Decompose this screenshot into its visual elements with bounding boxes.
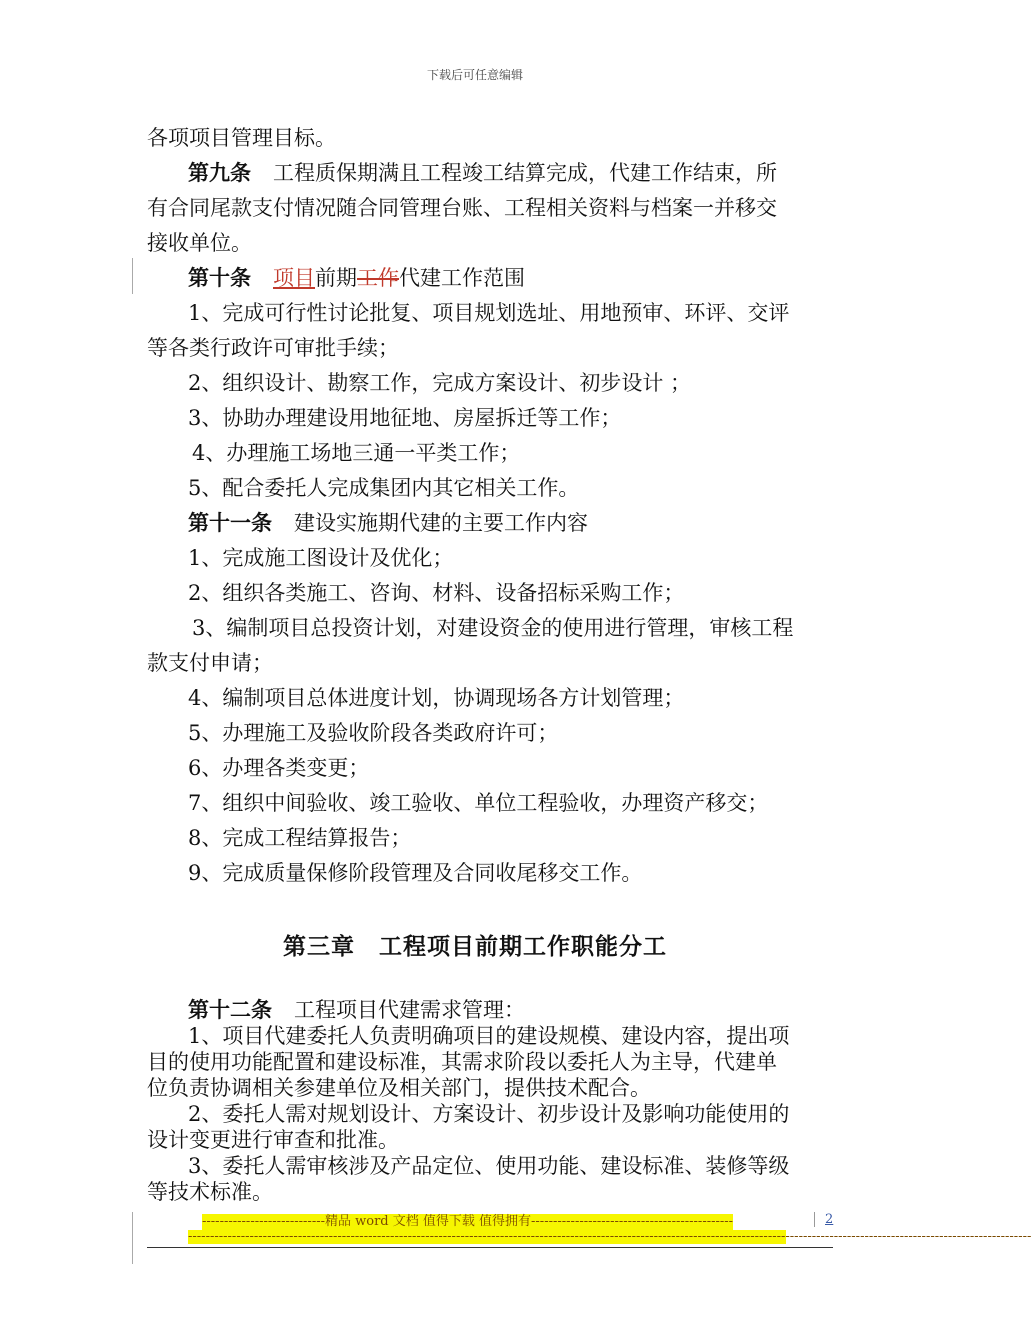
article-text: 代建工作范围 bbox=[399, 266, 525, 290]
margin-bar bbox=[132, 1212, 133, 1264]
list-item: 1、完成可行性讨论批复、项目规划选址、用地预审、环评、交评 bbox=[188, 301, 790, 325]
list-item: 8、完成工程结算报告； bbox=[188, 826, 412, 850]
text-line: 等技术标准。 bbox=[147, 1180, 273, 1204]
article-label: 第十二条 bbox=[188, 997, 272, 1022]
text-line: 各项项目管理目标。 bbox=[147, 126, 336, 150]
article-label: 第十一条 bbox=[188, 510, 272, 535]
footer-rule bbox=[147, 1247, 833, 1248]
text-line: 目的使用功能配置和建设标准，其需求阶段以委托人为主导，代建单 bbox=[147, 1050, 777, 1074]
list-item: 2、组织设计、勘察工作，完成方案设计、初步设计 ； bbox=[188, 371, 692, 395]
text-line: 接收单位。 bbox=[147, 231, 252, 255]
list-item: 6、办理各类变更； bbox=[188, 756, 370, 780]
text-line: 有合同尾款支付情况随合同管理台账、工程相关资料与档案一并移交 bbox=[147, 196, 777, 220]
list-item: 5、办理施工及验收阶段各类政府许可； bbox=[188, 721, 559, 745]
list-item: 3、协助办理建设用地征地、房屋拆迁等工作； bbox=[188, 406, 622, 430]
change-bar bbox=[132, 258, 133, 294]
article-10 bbox=[188, 264, 525, 292]
text-line: 款支付申请； bbox=[147, 651, 273, 675]
article-9 bbox=[188, 159, 777, 187]
list-item: 3、编制项目总投资计划，对建设资金的使用进行管理，审核工程 bbox=[192, 616, 794, 640]
article-text: 工程质保期满且工程竣工结算完成，代建工作结束，所 bbox=[273, 161, 777, 185]
article-text: 工程项目代建需求管理： bbox=[294, 998, 525, 1022]
list-item: 4、办理施工场地三通一平类工作； bbox=[192, 441, 521, 465]
list-item: 1、完成施工图设计及优化； bbox=[188, 546, 454, 570]
text-line: 位负责协调相关参建单位及相关部门，提供技术配合。 bbox=[147, 1076, 651, 1100]
article-text: 前期 bbox=[315, 266, 357, 290]
list-item: 9、完成质量保修阶段管理及合同收尾移交工作。 bbox=[188, 861, 643, 885]
deleted-text: 工作 bbox=[357, 266, 399, 290]
footer-dashes: ------------------------------------------------------------------------------------------------------------------------------------------------------------------------------------------------ bbox=[188, 1229, 1031, 1244]
list-item: 2、委托人需对规划设计、方案设计、初步设计及影响功能使用的 bbox=[188, 1102, 790, 1126]
article-text: 建设实施期代建的主要工作内容 bbox=[294, 511, 588, 535]
article-11 bbox=[188, 509, 588, 537]
article-label: 第十条 bbox=[188, 265, 251, 290]
article-label: 第九条 bbox=[188, 160, 251, 185]
chapter-title: 第三章 工程项目前期工作职能分工 bbox=[283, 933, 667, 960]
page-header: 下载后可任意编辑 bbox=[426, 68, 523, 82]
text-line: 等各类行政许可审批手续； bbox=[147, 336, 399, 360]
list-item: 7、组织中间验收、竣工验收、单位工程验收，办理资产移交； bbox=[188, 791, 769, 815]
inserted-text: 项目 bbox=[273, 266, 315, 290]
text-line: 设计变更进行审查和批准。 bbox=[147, 1128, 399, 1152]
list-item: 5、配合委托人完成集团内其它相关工作。 bbox=[188, 476, 580, 500]
footer-banner: ----------------------------精品 word 文档 值得下载 值得拥有---------------------------------------------- bbox=[202, 1214, 734, 1229]
list-item: 1、项目代建委托人负责明确项目的建设规模、建设内容，提出项 bbox=[188, 1024, 790, 1048]
list-item: 3、委托人需审核涉及产品定位、使用功能、建设标准、装修等级 bbox=[188, 1154, 790, 1178]
page-number: 2 bbox=[814, 1212, 833, 1227]
list-item: 4、编制项目总体进度计划，协调现场各方计划管理； bbox=[188, 686, 685, 710]
article-12 bbox=[188, 997, 525, 1023]
list-item: 2、组织各类施工、咨询、材料、设备招标采购工作； bbox=[188, 581, 685, 605]
